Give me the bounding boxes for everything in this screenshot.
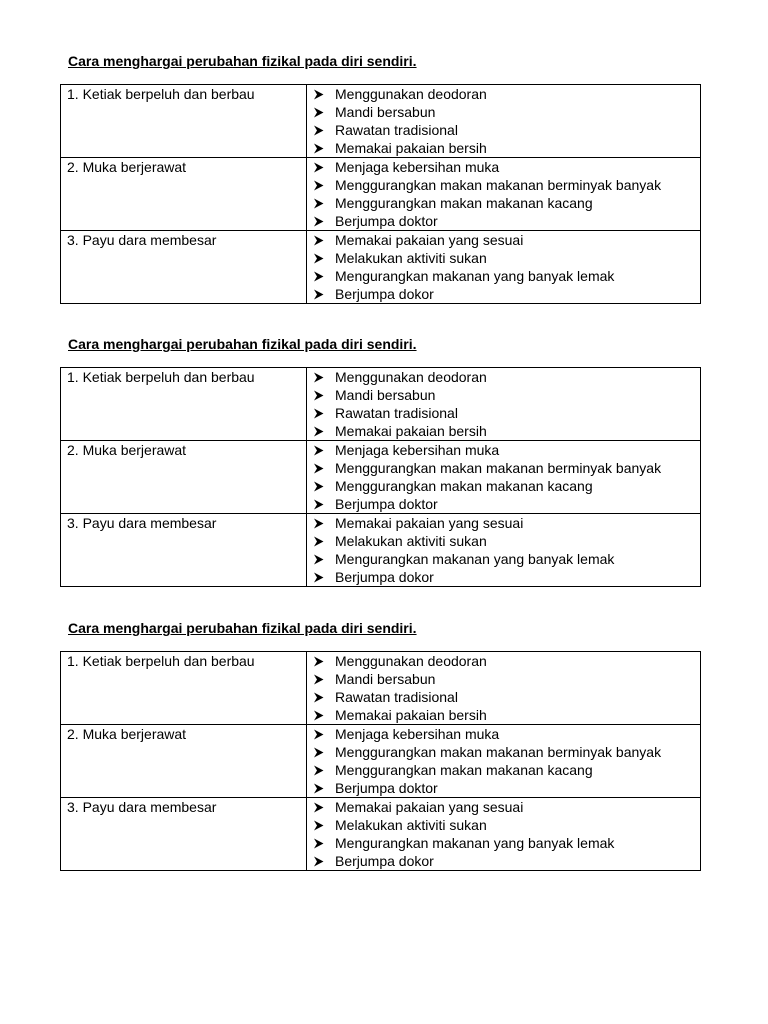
section-heading: Cara menghargai perubahan fizikal pada diri sendiri. [68,53,417,69]
change-label: 3. Payu dara membesar [67,232,217,248]
arrow-bullet-icon [313,481,324,492]
list-item [313,285,700,303]
list-item-text: Menggurangkan makan makanan berminyak banyak [335,744,662,760]
actions-list [313,725,700,797]
list-item [313,194,700,212]
list-item-text: Menjaga kebersihan muka [335,159,500,175]
list-item-text: Memakai pakaian bersih [335,707,487,723]
list-item [313,85,700,103]
actions-list [313,85,700,157]
list-item-text: Berjumpa dokor [335,853,434,869]
table-row [61,652,701,725]
list-item-text: Mengurangkan makanan yang banyak lemak [335,268,615,284]
change-cell [61,441,307,514]
arrow-bullet-icon [313,710,324,721]
list-item-text: Rawatan tradisional [335,405,458,421]
list-item-text: Menggurangkan makan makanan berminyak banyak [335,177,662,193]
arrow-bullet-icon [313,107,324,118]
list-item-text: Memakai pakaian yang sesuai [335,799,524,815]
list-item-text: Menjaga kebersihan muka [335,726,500,742]
list-item-text: Menggunakan deodoran [335,86,487,102]
list-item-text: Menggunakan deodoran [335,369,487,385]
list-item-text: Menggurangkan makan makanan berminyak banyak [335,460,662,476]
list-item [313,477,700,495]
list-item-text: Berjumpa dokor [335,286,434,302]
actions-cell [307,368,701,441]
actions-list [313,231,700,303]
list-item [313,441,700,459]
list-item [313,267,700,285]
arrow-bullet-icon [313,536,324,547]
list-item [313,816,700,834]
arrow-bullet-icon [313,89,324,100]
table-row [61,798,701,871]
list-item-text: Berjumpa doktor [335,780,438,796]
list-item-text: Mengurangkan makanan yang banyak lemak [335,551,615,567]
change-label: 1. Ketiak berpeluh dan berbau [67,653,255,669]
list-item-text: Memakai pakaian bersih [335,140,487,156]
list-item [313,670,700,688]
actions-list [313,368,700,440]
arrow-bullet-icon [313,554,324,565]
actions-cell [307,652,701,725]
list-item-text: Menggurangkan makan makanan kacang [335,478,593,494]
list-item [313,852,700,870]
change-cell [61,652,307,725]
list-item [313,798,700,816]
arrow-bullet-icon [313,426,324,437]
list-item [313,652,700,670]
actions-cell [307,441,701,514]
arrow-bullet-icon [313,198,324,209]
change-label: 1. Ketiak berpeluh dan berbau [67,369,255,385]
table-row [61,158,701,231]
list-item-text: Melakukan aktiviti sukan [335,817,487,833]
arrow-bullet-icon [313,372,324,383]
arrow-bullet-icon [313,729,324,740]
list-item [313,368,700,386]
list-item-text: Berjumpa doktor [335,496,438,512]
table-row [61,441,701,514]
change-label: 1. Ketiak berpeluh dan berbau [67,86,255,102]
actions-cell [307,158,701,231]
arrow-bullet-icon [313,162,324,173]
arrow-bullet-icon [313,856,324,867]
arrow-bullet-icon [313,820,324,831]
actions-list [313,798,700,870]
arrow-bullet-icon [313,235,324,246]
change-cell [61,514,307,587]
arrow-bullet-icon [313,143,324,154]
changes-table [60,367,701,587]
list-item [313,422,700,440]
actions-cell [307,231,701,304]
arrow-bullet-icon [313,692,324,703]
list-item-text: Melakukan aktiviti sukan [335,250,487,266]
list-item [313,688,700,706]
list-item-text: Rawatan tradisional [335,122,458,138]
arrow-bullet-icon [313,572,324,583]
list-item [313,231,700,249]
changes-table [60,84,701,304]
arrow-bullet-icon [313,180,324,191]
table-row [61,85,701,158]
arrow-bullet-icon [313,463,324,474]
arrow-bullet-icon [313,390,324,401]
arrow-bullet-icon [313,408,324,419]
change-label: 3. Payu dara membesar [67,515,217,531]
arrow-bullet-icon [313,125,324,136]
section-heading: Cara menghargai perubahan fizikal pada diri sendiri. [68,336,417,352]
change-label: 2. Muka berjerawat [67,159,187,175]
list-item [313,743,700,761]
table-row [61,368,701,441]
actions-list [313,441,700,513]
list-item-text: Menggurangkan makan makanan kacang [335,195,593,211]
list-item [313,249,700,267]
actions-list [313,514,700,586]
list-item [313,404,700,422]
list-item [313,158,700,176]
actions-cell [307,514,701,587]
list-item [313,514,700,532]
list-item-text: Menggunakan deodoran [335,653,487,669]
list-item [313,779,700,797]
list-item [313,706,700,724]
list-item [313,459,700,477]
table-row [61,725,701,798]
list-item [313,761,700,779]
list-item-text: Rawatan tradisional [335,689,458,705]
arrow-bullet-icon [313,445,324,456]
arrow-bullet-icon [313,216,324,227]
arrow-bullet-icon [313,499,324,510]
change-cell [61,231,307,304]
actions-list [313,158,700,230]
list-item [313,725,700,743]
list-item [313,176,700,194]
table-row [61,231,701,304]
list-item [313,550,700,568]
actions-cell [307,798,701,871]
list-item [313,139,700,157]
change-label: 2. Muka berjerawat [67,442,187,458]
list-item-text: Melakukan aktiviti sukan [335,533,487,549]
arrow-bullet-icon [313,747,324,758]
list-item-text: Mandi bersabun [335,387,436,403]
arrow-bullet-icon [313,783,324,794]
list-item [313,532,700,550]
arrow-bullet-icon [313,518,324,529]
list-item [313,834,700,852]
list-item [313,495,700,513]
list-item-text: Berjumpa dokor [335,569,434,585]
list-item-text: Berjumpa doktor [335,213,438,229]
list-item [313,568,700,586]
actions-cell [307,85,701,158]
arrow-bullet-icon [313,765,324,776]
list-item-text: Mandi bersabun [335,671,436,687]
list-item-text: Memakai pakaian yang sesuai [335,515,524,531]
changes-table [60,651,701,871]
list-item-text: Menggurangkan makan makanan kacang [335,762,593,778]
list-item [313,212,700,230]
change-cell [61,158,307,231]
arrow-bullet-icon [313,271,324,282]
arrow-bullet-icon [313,253,324,264]
actions-cell [307,725,701,798]
table-row [61,514,701,587]
change-cell [61,368,307,441]
list-item-text: Mengurangkan makanan yang banyak lemak [335,835,615,851]
change-label: 3. Payu dara membesar [67,799,217,815]
arrow-bullet-icon [313,674,324,685]
arrow-bullet-icon [313,838,324,849]
change-cell [61,798,307,871]
list-item [313,121,700,139]
list-item-text: Memakai pakaian bersih [335,423,487,439]
arrow-bullet-icon [313,656,324,667]
actions-list [313,652,700,724]
list-item-text: Menjaga kebersihan muka [335,442,500,458]
arrow-bullet-icon [313,289,324,300]
change-cell [61,725,307,798]
list-item-text: Mandi bersabun [335,104,436,120]
change-cell [61,85,307,158]
list-item [313,103,700,121]
list-item [313,386,700,404]
change-label: 2. Muka berjerawat [67,726,187,742]
section-heading: Cara menghargai perubahan fizikal pada diri sendiri. [68,620,417,636]
list-item-text: Memakai pakaian yang sesuai [335,232,524,248]
arrow-bullet-icon [313,802,324,813]
